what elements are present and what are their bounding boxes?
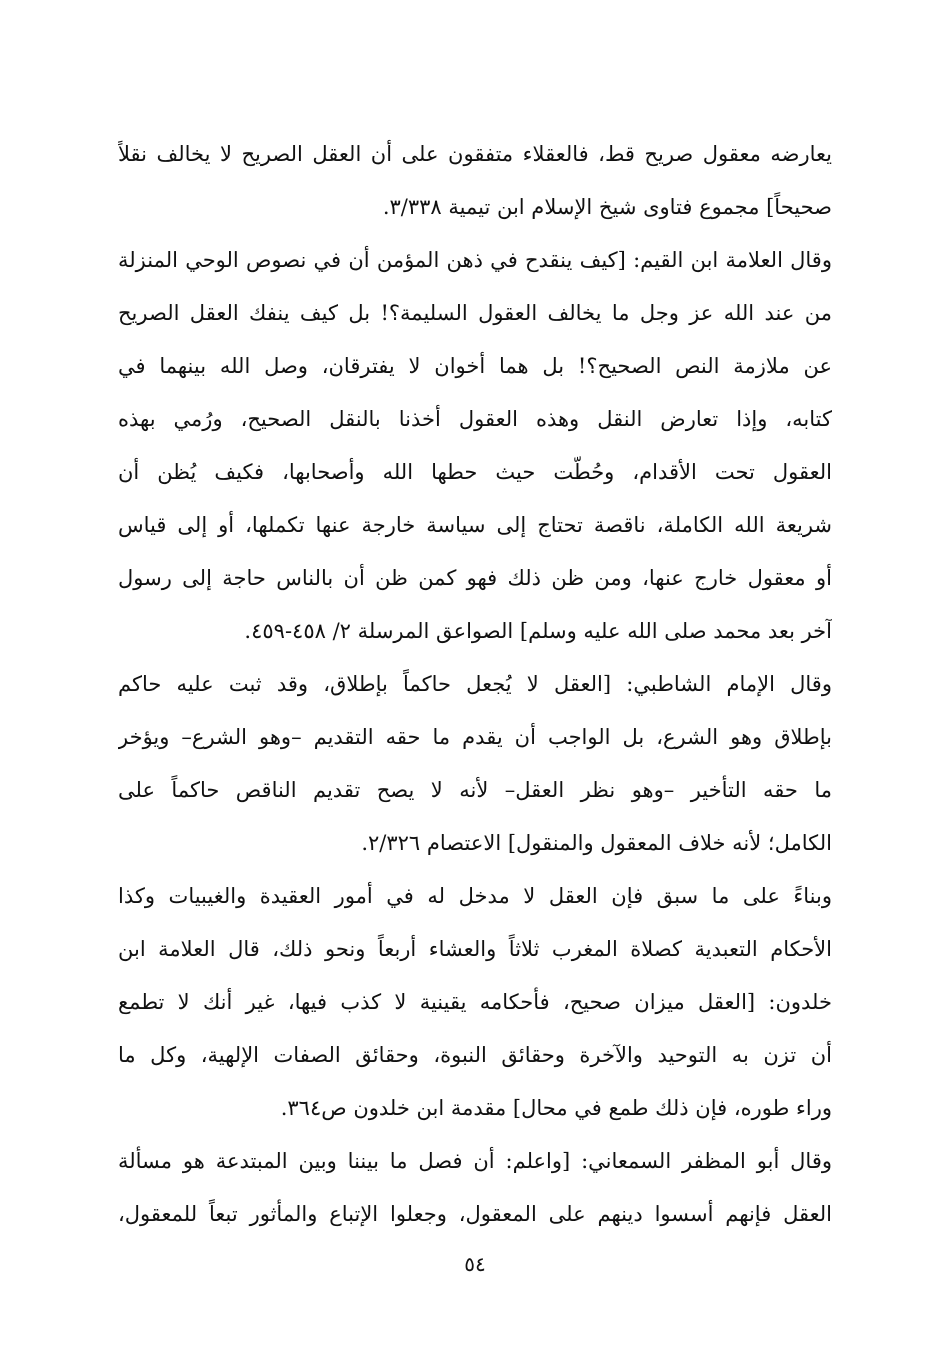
text-line: أو معقول خارج عنها، ومن ظن ذلك فهو كمن ظن أن بالناس حاجة إلى رسول: [118, 566, 832, 590]
text-line: يعارضه معقول صريح قط، فالعقلاء متفقون على أن العقل الصريح لا يخالف نقلاً: [118, 142, 832, 166]
page-number: ٥٤: [464, 1252, 486, 1276]
text-line: عن ملازمة النص الصحيح؟! بل هما أخوان لا يفترقان، وصل الله بينهما في: [118, 354, 832, 378]
text-line: شريعة الله الكاملة، ناقصة تحتاج إلى سياسة خارجة عنها تكملها، أو إلى قياس: [118, 513, 832, 537]
text-line: العقول تحت الأقدام، وحُطّت حيث حطها الله وأصحابها، فكيف يُظن أن: [118, 460, 832, 484]
text-line: وقال الإمام الشاطبي: [العقل لا يُجعل حاكماً بإطلاق، وقد ثبت عليه حاكم: [118, 672, 832, 696]
text-line: صحيحاً] مجموع فتاوى شيخ الإسلام ابن تيمية ٣/٣٣٨.: [382, 195, 832, 219]
text-line: ما حقه التأخير –وهو نظر العقل– لأنه لا يصح تقديم الناقص حاكماً على: [118, 778, 832, 802]
body-text: [118, 128, 832, 1241]
text-line: وراء طوره، فإن ذلك طمع في محال] مقدمة ابن خلدون ص٣٦٤.: [280, 1096, 832, 1120]
text-line: وبناءً على ما سبق فإن العقل لا مدخل له في أمور العقيدة والغيبيات وكذا: [118, 884, 832, 908]
text-line: من عند الله عز وجل ما يخالف العقول السليمة؟! بل كيف ينفك العقل الصريح: [118, 301, 832, 325]
text-line: أن تزن به التوحيد والآخرة وحقائق النبوة، وحقائق الصفات الإلهية، وكل ما: [118, 1043, 832, 1067]
text-line: وقال العلامة ابن القيم: [كيف ينقدح في ذهن المؤمن أن في نصوص الوحي المنزلة: [118, 248, 832, 272]
text-line: آخر بعد محمد صلى الله عليه وسلم] الصواعق المرسلة ٢/ ٤٥٨-٤٥٩.: [244, 619, 832, 643]
text-line: وقال أبو المظفر السمعاني: [واعلم: أن فصل ما بيننا وبين المبتدعة هو مسألة: [118, 1149, 832, 1173]
text-line: العقل فإنهم أسسوا دينهم على المعقول، وجعلوا الإتباع والمأثور تبعاً للمعقول،: [118, 1202, 832, 1226]
text-line: كتابه، وإذا تعارض النقل وهذه العقول أخذنا بالنقل الصحيح، ورُمي بهذه: [118, 407, 832, 431]
text-line: بإطلاق وهو الشرع، بل الواجب أن يقدم ما حقه التقديم –وهو الشرع– ويؤخر: [118, 725, 832, 749]
text-line: الأحكام التعبدية كصلاة المغرب ثلاثاً والعشاء أربعاً ونحو ذلك، قال العلامة ابن: [118, 937, 832, 961]
text-line: خلدون: [العقل ميزان صحيح، فأحكامه يقينية لا كذب فيها، غير أنك لا تطمع: [118, 990, 832, 1014]
text-line: الكامل؛ لأنه خلاف المعقول والمنقول] الاعتصام ٢/٣٢٦.: [361, 831, 832, 855]
